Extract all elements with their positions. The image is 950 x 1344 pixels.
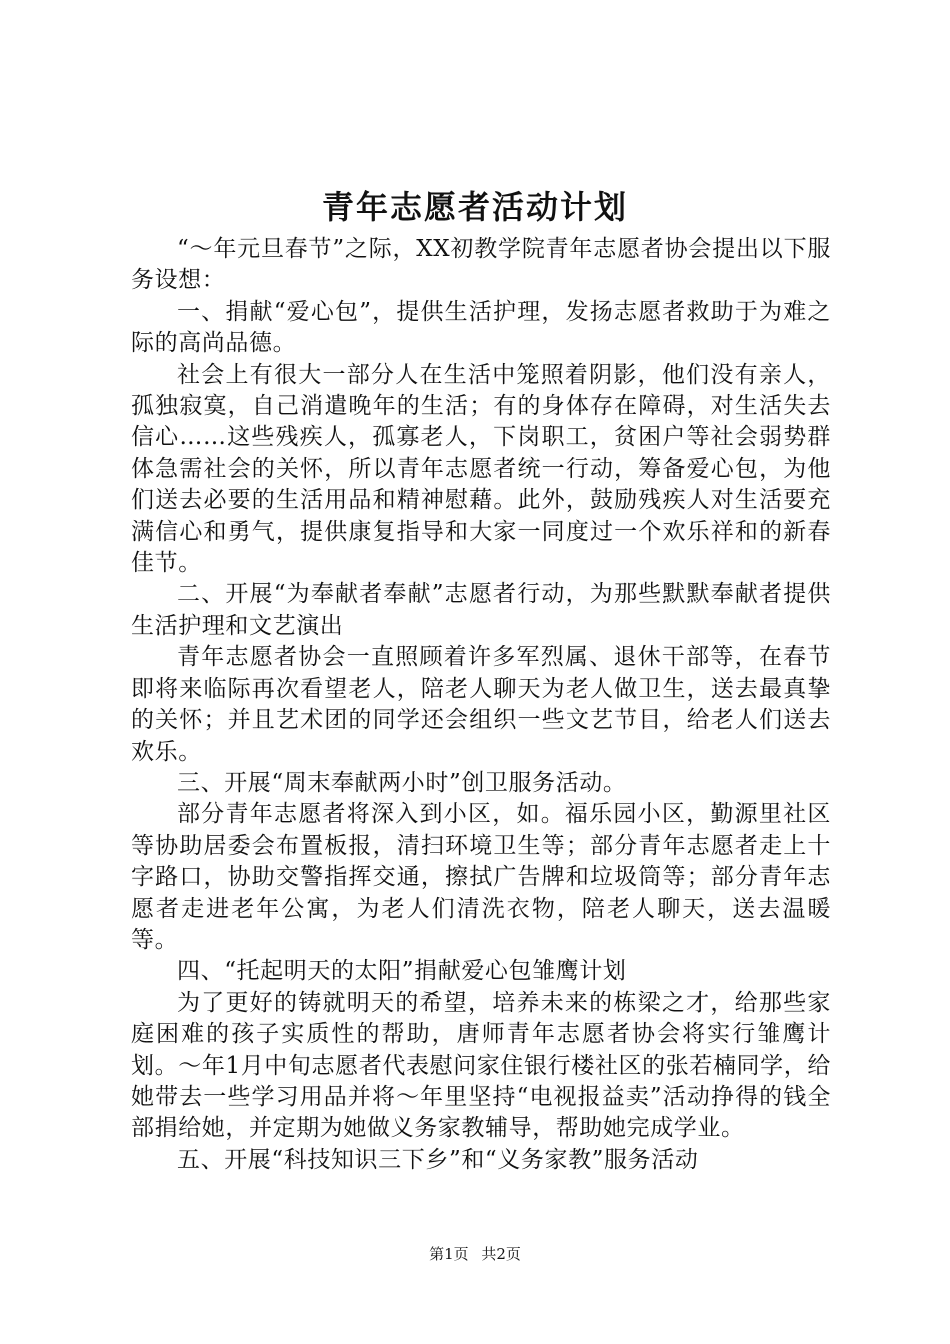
page-number-total: 共2页 [481,1245,521,1263]
paragraph-section-1-body: 社会上有很大一部分人在生活中笼照着阴影，他们没有亲人，孤独寂寞，自己消遣晚年的生活；有的身体存在障碍，对生活失去信心……这些残疾人，孤寡老人，下岗职工，贫困户等社会弱势群体急需社会的关怀，所以青年志愿者统一行动，筹备爱心包，为他们送去必要的生活用品和精神慰藉。此外，鼓励残疾人对生活要充满信心和勇气，提供康复指导和大家一同度过一个欢乐祥和的新春佳节。 [131,361,831,577]
document-body [131,234,831,1176]
paragraph-section-5-heading: 五、开展“科技知识三下乡”和“义务家教”服务活动 [177,1146,699,1173]
page-footer [0,1242,950,1266]
paragraph-section-2-body: 青年志愿者协会一直照顾着许多军烈属、退休干部等，在春节即将来临际再次看望老人，陪老人聊天为老人做卫生，送去最真挚的关怀；并且艺术团的同学还会组织一些文艺节目，给老人们送去欢乐。 [131,644,831,765]
paragraph-section-2-heading: 二、开展“为奉献者奉献”志愿者行动，为那些默默奉献者提供生活护理和文艺演出 [131,581,831,639]
document-title: 青年志愿者活动计划 [321,188,628,226]
page-number-current: 第1页 [429,1245,469,1263]
paragraph-section-3-heading: 三、开展“周末奉献两小时”创卫服务活动。 [177,769,627,796]
paragraph-section-4-body: 为了更好的铸就明天的希望，培养未来的栋梁之才，给那些家庭困难的孩子实质性的帮助，唐师青年志愿者协会将实行雏鹰计划。～年1月中旬志愿者代表慰问家住银行楼社区的张若楠同学，给她带去一些学习用品并将～年里坚持“电视报益卖”活动挣得的钱全部捐给她，并定期为她做义务家教辅导，帮助她完成学业。 [131,989,831,1142]
paragraph-section-4-heading: 四、“托起明天的太阳”捐献爱心包雏鹰计划 [177,958,627,985]
paragraph-intro: “～年元旦春节”之际，XX初教学院青年志愿者协会提出以下服务设想： [131,236,831,294]
paragraph-section-3-body: 部分青年志愿者将深入到小区，如。福乐园小区，勤源里社区等协助居委会布置板报，清扫环境卫生等；部分青年志愿者走上十字路口，协助交警指挥交通，擦拭广告牌和垃圾筒等；部分青年志愿者走进老年公寓，为老人们清洗衣物，陪老人聊天，送去温暖等。 [131,801,831,953]
paragraph-section-1-heading: 一、捐献“爱心包”，提供生活护理，发扬志愿者救助于为难之际的高尚品德。 [131,298,831,357]
